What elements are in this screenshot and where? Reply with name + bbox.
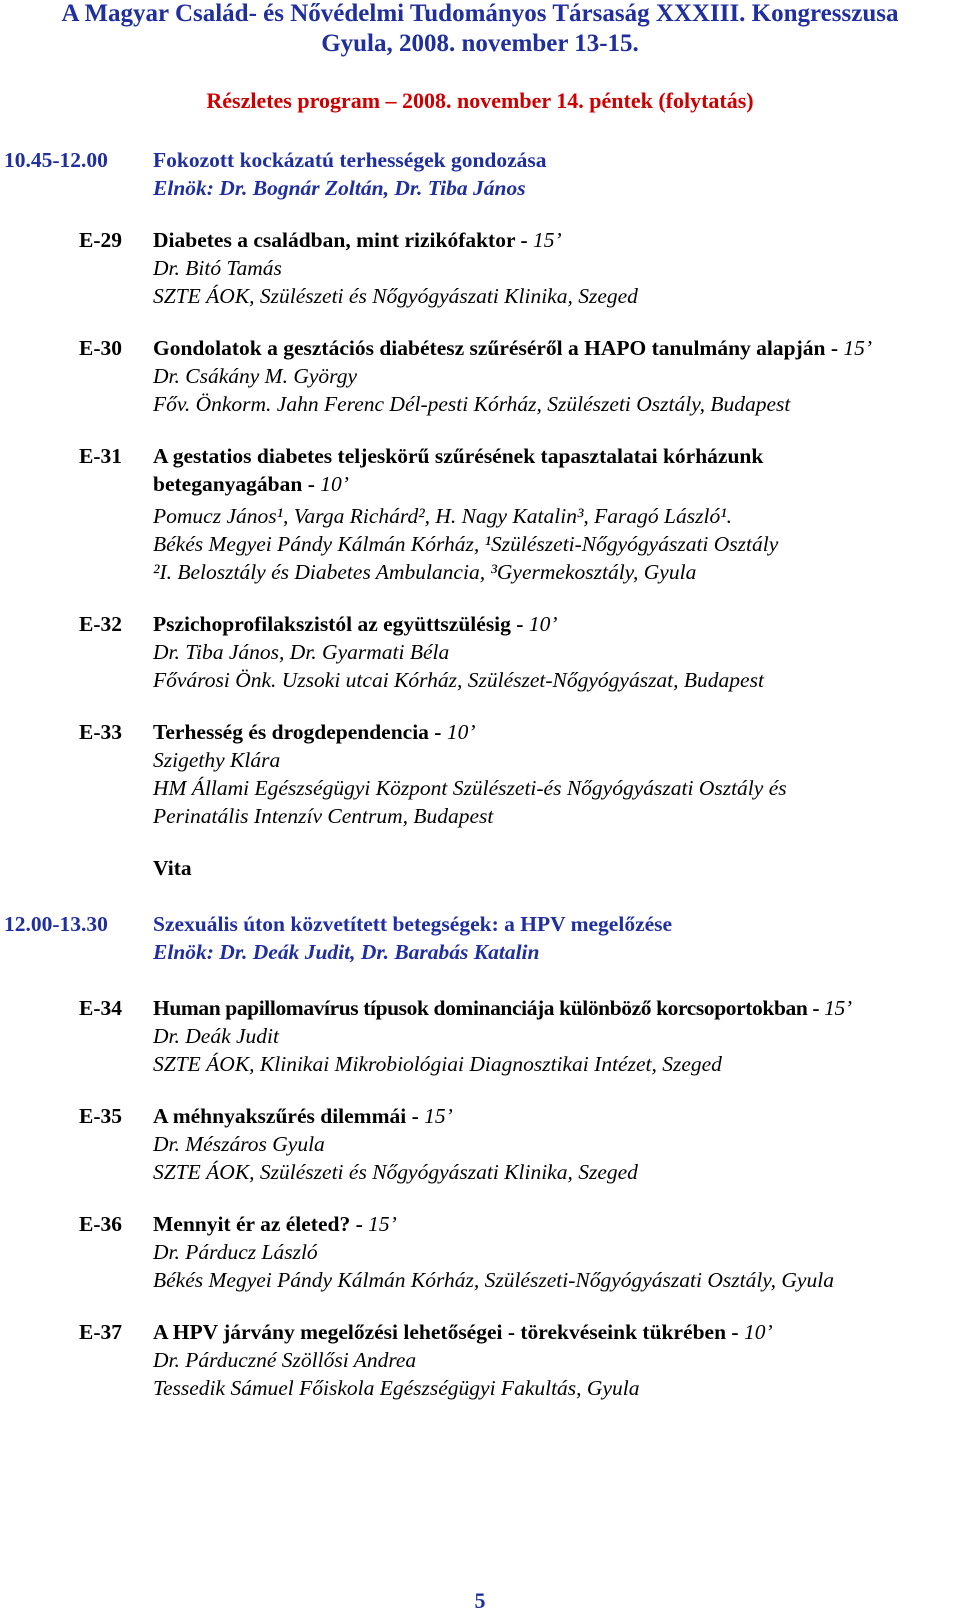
talk-affiliation: Főv. Önkorm. Jahn Ferenc Dél-pesti Kórház, Szülészeti Osztály, Budapest xyxy=(153,392,791,416)
talk-code: E-33 xyxy=(79,720,122,744)
talk-title: Mennyit ér az életed? - 15’ xyxy=(153,1212,397,1236)
talk-affiliation: Békés Megyei Pándy Kálmán Kórház, ¹Szülészeti-Nőgyógyászati Osztály xyxy=(153,532,779,556)
talk-duration: 10’ xyxy=(743,1320,773,1344)
talk-duration: 15’ xyxy=(533,228,562,252)
header-line-2: Gyula, 2008. november 13-15. xyxy=(321,30,639,57)
talk-code: E-30 xyxy=(79,336,122,360)
talk-duration: 10’ xyxy=(528,612,558,636)
talk-authors: Dr. Csákány M. György xyxy=(153,364,358,388)
talk-affiliation: SZTE ÁOK, Szülészeti és Nőgyógyászati Klinika, Szeged xyxy=(153,284,638,308)
talk-code: E-35 xyxy=(79,1104,122,1128)
talk-authors: Dr. Párduczné Szöllősi Andrea xyxy=(153,1348,417,1372)
talk-code: E-29 xyxy=(79,228,122,252)
session-title: Szexuális úton közvetített betegségek: a HPV megelőzése xyxy=(153,912,673,936)
talk-authors: Dr. Deák Judit xyxy=(153,1024,279,1048)
talk-authors: Szigethy Klára xyxy=(153,748,281,772)
talk-title: Human papillomavírus típusok dominanciája különböző korcsoportokban - 15’ xyxy=(153,996,852,1020)
talk-affiliation: SZTE ÁOK, Szülészeti és Nőgyógyászati Klinika, Szeged xyxy=(153,1160,638,1184)
talk-affiliation: SZTE ÁOK, Klinikai Mikrobiológiai Diagnosztikai Intézet, Szeged xyxy=(153,1052,722,1076)
session-chair: Elnök: Dr. Deák Judit, Dr. Barabás Katalin xyxy=(153,940,540,964)
talk-duration: 15’ xyxy=(824,996,852,1020)
talk-authors: Pomucz János¹, Varga Richárd², H. Nagy Katalin³, Faragó László¹. xyxy=(153,504,733,528)
talk-title: Gondolatok a gesztációs diabétesz szűréséről a HAPO tanulmány alapján - 15’ xyxy=(153,336,873,360)
talk-affiliation: Perinatális Intenzív Centrum, Budapest xyxy=(153,804,494,828)
talk-affiliation: Békés Megyei Pándy Kálmán Kórház, Szülészeti-Nőgyógyászati Osztály, Gyula xyxy=(153,1268,834,1292)
talk-code: E-31 xyxy=(79,444,122,468)
session-time: 10.45-12.00 xyxy=(4,148,108,172)
talk-title: Diabetes a családban, mint rizikófaktor - 15’ xyxy=(153,228,562,252)
talk-authors: Dr. Tiba János, Dr. Gyarmati Béla xyxy=(153,640,450,664)
talk-duration: 10’ xyxy=(320,472,349,496)
talk-title: Pszichoprofilakszistól az együttszülésig - 10’ xyxy=(153,612,558,636)
talk-title: A méhnyakszűrés dilemmái - 15’ xyxy=(153,1104,453,1128)
talk-code: E-37 xyxy=(79,1320,122,1344)
talk-authors: Dr. Bitó Tamás xyxy=(153,256,282,280)
talk-title-continued: beteganyagában - 10’ xyxy=(153,472,349,496)
talk-affiliation: HM Állami Egészségügyi Központ Szülészeti-és Nőgyógyászati Osztály és xyxy=(153,776,787,800)
talk-duration: 10’ xyxy=(446,720,476,744)
talk-affiliation: Tessedik Sámuel Főiskola Egészségügyi Fakultás, Gyula xyxy=(153,1376,640,1400)
talk-code: E-36 xyxy=(79,1212,122,1236)
talk-title: A gestatios diabetes teljeskörű szűrésének tapasztalatai kórházunk xyxy=(153,444,764,468)
talk-title: A HPV járvány megelőzési lehetőségei - törekvéseink tükrében - 10’ xyxy=(153,1320,773,1344)
talk-duration: 15’ xyxy=(368,1212,397,1236)
talk-duration: 15’ xyxy=(843,336,873,360)
talk-title: Terhesség és drogdependencia - 10’ xyxy=(153,720,476,744)
session-chair: Elnök: Dr. Bognár Zoltán, Dr. Tiba János xyxy=(153,176,526,200)
header-line-1: A Magyar Család- és Nővédelmi Tudományos Társaság XXXIII. Kongresszusa xyxy=(61,0,899,27)
talk-code: E-32 xyxy=(79,612,122,636)
page-number: 5 xyxy=(474,1588,486,1613)
talk-affiliation: ²I. Belosztály és Diabetes Ambulancia, ³Gyermekosztály, Gyula xyxy=(153,560,697,584)
talk-duration: 15’ xyxy=(424,1104,453,1128)
talk-code: E-34 xyxy=(79,996,122,1020)
talk-authors: Dr. Párducz László xyxy=(153,1240,318,1264)
session-time: 12.00-13.30 xyxy=(4,912,108,936)
talk-authors: Dr. Mészáros Gyula xyxy=(153,1132,325,1156)
talk-affiliation: Fővárosi Önk. Uzsoki utcai Kórház, Szülészet-Nőgyógyászat, Budapest xyxy=(153,668,764,692)
program-subtitle: Részletes program – 2008. november 14. péntek (folytatás) xyxy=(206,88,754,113)
discussion-label: Vita xyxy=(153,856,192,880)
session-title: Fokozott kockázatú terhességek gondozása xyxy=(153,148,547,172)
